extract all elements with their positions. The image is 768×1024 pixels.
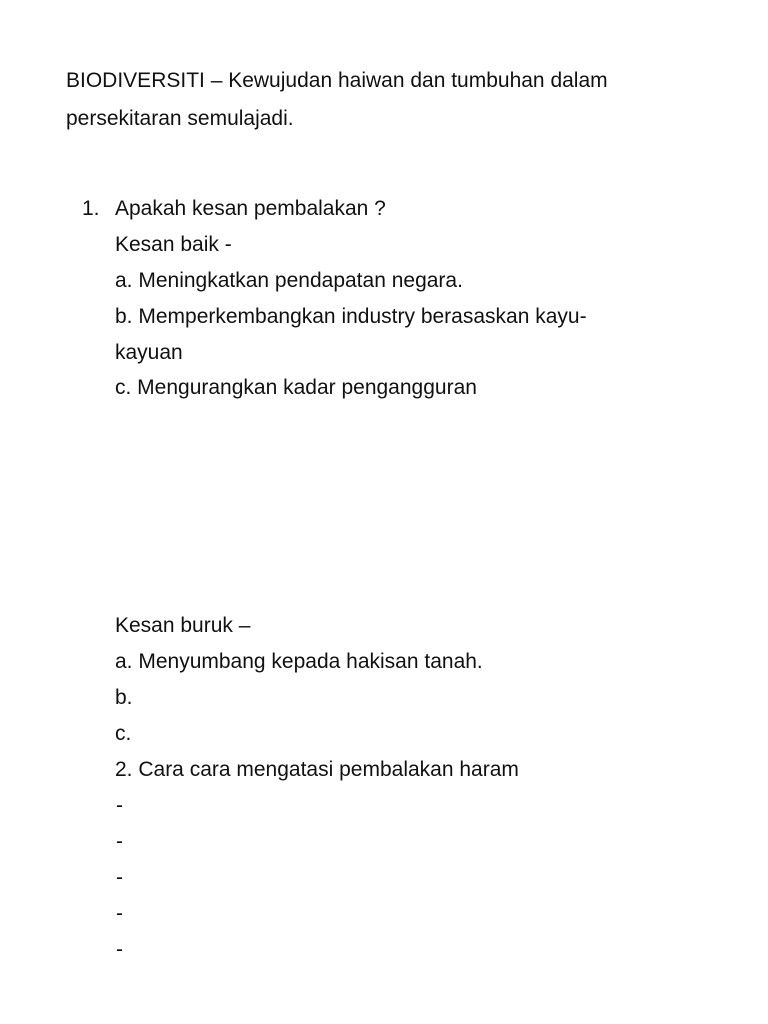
good-effect-b-continued: kayuan: [115, 341, 183, 364]
question-1-text: Apakah kesan pembalakan ?: [115, 197, 386, 220]
good-effect-a: a. Meningkatkan pendapatan negara.: [115, 269, 463, 292]
title-line-2: persekitaran semulajadi.: [66, 107, 294, 130]
answer-bullet: -: [116, 938, 123, 961]
good-effect-b: b. Memperkembangkan industry berasaskan kayu-: [115, 305, 587, 328]
good-effect-c: c. Mengurangkan kadar pengangguran: [115, 376, 477, 399]
bad-effect-a: a. Menyumbang kepada hakisan tanah.: [115, 650, 483, 673]
bad-effect-b: b.: [115, 686, 133, 709]
bad-effect-c: c.: [115, 722, 132, 745]
question-2-text: 2. Cara cara mengatasi pembalakan haram: [115, 758, 519, 781]
title-line-1: BIODIVERSITI – Kewujudan haiwan dan tumbuhan dalam: [66, 69, 608, 92]
answer-bullet: -: [116, 902, 123, 925]
good-effects-heading: Kesan baik -: [115, 233, 232, 256]
answer-bullet: -: [116, 794, 123, 817]
bad-effects-heading: Kesan buruk –: [115, 614, 251, 637]
answer-bullet: -: [116, 866, 123, 889]
answer-bullet: -: [116, 830, 123, 853]
question-1-number: 1.: [82, 197, 100, 220]
